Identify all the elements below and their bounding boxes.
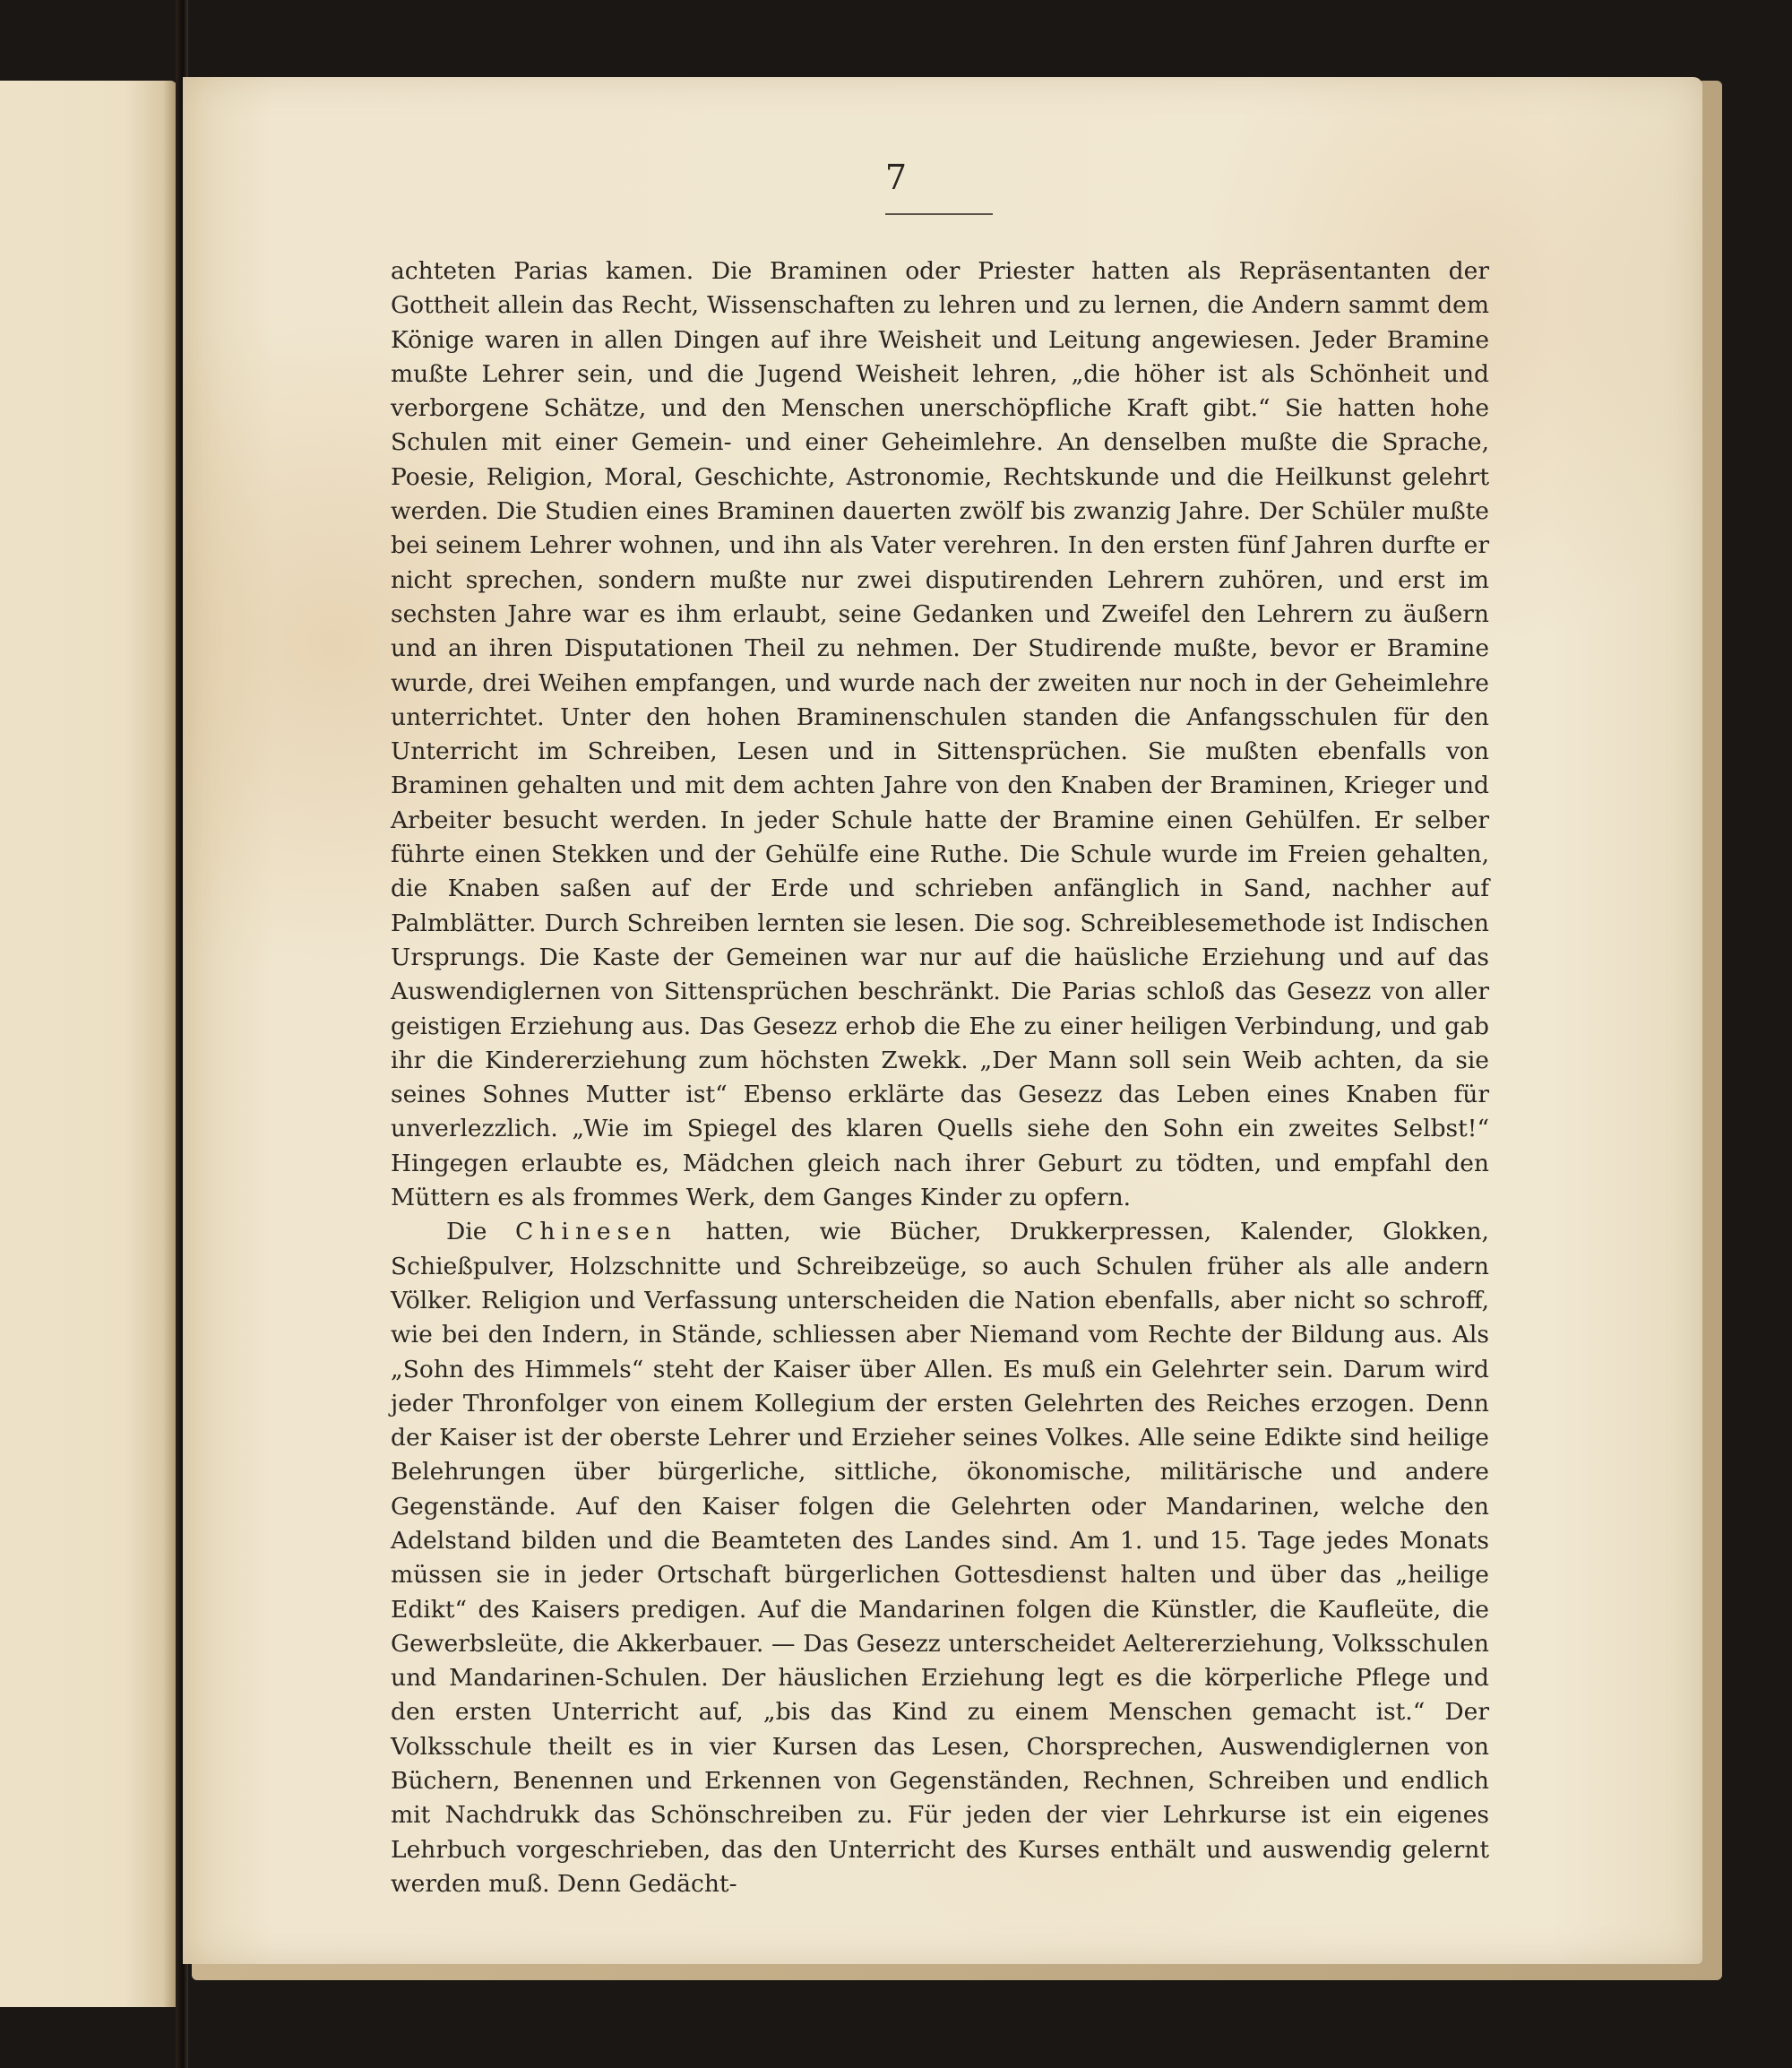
- paragraph-2-rest: hatten, wie Bücher, Drukkerpressen, Kalender, Glokken, Schießpulver, Holzschnitte und Schreibzeüge, so auch Schulen früher als alle andern Völker. Religion und Verfassung unterscheiden die Nation ebenfalls, aber nicht so schroff, wie bei den Indern, in Stände, schliessen aber Niemand vom Rechte der Bildung aus. Als „Sohn des Himmels“ steht der Kaiser über Allen. Es muß ein Gelehrter sein. Darum wird jeder Thronfolger von einem Kollegium der ersten Gelehrten des Reiches erzogen. Denn der Kaiser ist der oberste Lehrer und Erzieher seines Volkes. Alle seine Edikte sind heilige Belehrungen über bürgerliche, sittliche, ökonomische, militärische und andere Gegenstände. Auf den Kaiser folgen die Gelehrten oder Mandarinen, welche den Adelstand bilden und die Beamteten des Landes sind. Am 1. und 15. Tage jedes Monats müssen sie in jeder Ortschaft bürgerlichen Gottesdienst halten und über das „heilige Edikt“ des Kaisers predigen. Auf die Mandarinen folgen die Künstler, die Kaufleüte, die Gewerbsleüte, die Akkerbauer. — Das Gesezz unterscheidet Aeltererziehung, Volksschulen und Mandarinen-Schulen. Der häuslichen Erziehung legt es die körperliche Pflege und den ersten Unterricht auf, „bis das Kind zu einem Menschen gemacht ist.“ Der Volksschule theilt es in vier Kursen das Lesen, Chorsprechen, Auswendiglernen von Büchern, Benennen und Erkennen von Gegenständen, Rechnen, Schreiben und endlich mit Nachdrukk das Schönschreiben zu. Für jeden der vier Lehrkurse ist ein eigenes Lehrbuch vorgeschrieben, das den Unterricht des Kurses enthält und auswendig gelernt werden muß. Denn Gedächt-: [391, 1218, 1489, 1898]
- body-text: [391, 254, 1489, 1901]
- paragraph-2-lead: Die: [446, 1218, 487, 1246]
- header-rule: [885, 213, 993, 215]
- paragraph-2: [391, 1215, 1489, 1901]
- left-page-edge: [0, 81, 177, 2007]
- paragraph-1: achteten Parias kamen. Die Braminen oder Priester hatten als Repräsentanten der Gottheit allein das Recht, Wissenschaften zu lehren und zu lernen, die Andern sammt dem Könige waren in allen Dingen auf ihre Weisheit und Leitung angewiesen. Jeder Bramine mußte Lehrer sein, und die Jugend Weisheit lehren, „die höher ist als Schönheit und verborgene Schätze, und den Menschen unerschöpfliche Kraft gibt.“ Sie hatten hohe Schulen mit einer Gemein- und einer Geheimlehre. An denselben mußte die Sprache, Poesie, Religion, Moral, Geschichte, Astronomie, Rechtskunde und die Heilkunst gelehrt werden. Die Studien eines Braminen dauerten zwölf bis zwanzig Jahre. Der Schüler mußte bei seinem Lehrer wohnen, und ihn als Vater verehren. In den ersten fünf Jahren durfte er nicht sprechen, sondern mußte nur zwei disputirenden Lehrern zuhören, und erst im sechsten Jahre war es ihm erlaubt, seine Gedanken und Zweifel den Lehrern zu äußern und an ihren Disputationen Theil zu nehmen. Der Studirende mußte, bevor er Bramine wurde, drei Weihen empfangen, und wurde nach der zweiten nur noch in der Geheimlehre unterrichtet. Unter den hohen Braminenschulen standen die Anfangsschulen für den Unterricht im Schreiben, Lesen und in Sittensprüchen. Sie mußten ebenfalls von Braminen gehalten und mit dem achten Jahre von den Knaben der Braminen, Krieger und Arbeiter besucht werden. In jeder Schule hatte der Bramine einen Gehülfen. Er selber führte einen Stekken und der Gehülfe eine Ruthe. Die Schule wurde im Freien gehalten, die Knaben saßen auf der Erde und schrieben anfänglich in Sand, nachher auf Palmblätter. Durch Schreiben lernten sie lesen. Die sog. Schreiblesemethode ist Indischen Ursprungs. Die Kaste der Gemeinen war nur auf die haüsliche Erziehung und auf das Auswendiglernen von Sittensprüchen beschränkt. Die Parias schloß das Gesezz von aller geistigen Erziehung aus. Das Gesezz erhob die Ehe zu einer heiligen Verbindung, und gab ihr die Kindererziehung zum höchsten Zwekk. „Der Mann soll sein Weib achten, da sie seines Sohnes Mutter ist“ Ebenso erklärte das Gesezz das Leben eines Knaben für unverlezzlich. „Wie im Spiegel des klaren Quells siehe den Sohn ein zweites Selbst!“ Hingegen erlaubte es, Mädchen gleich nach ihrer Geburt zu tödten, und empfahl den Müttern es als frommes Werk, dem Ganges Kinder zu opfern.: [391, 257, 1489, 1212]
- page-number: 7: [884, 158, 908, 197]
- paragraph-2-spaced-word: Chinesen: [515, 1218, 677, 1246]
